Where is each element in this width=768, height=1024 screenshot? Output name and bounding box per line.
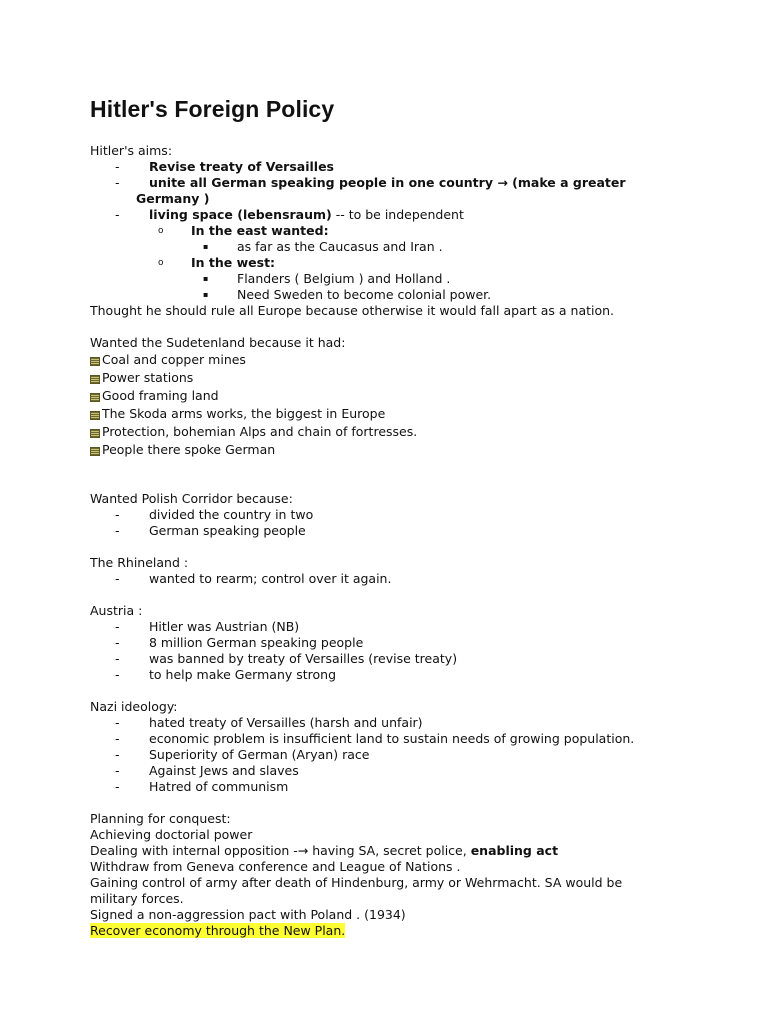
aims-heading: Hitler's aims: [90,143,173,158]
list-item: Power stations [90,369,690,387]
list-item: - Hatred of communism [115,779,289,794]
list-item: - Against Jews and slaves [115,763,299,778]
west-item: ▪ Need Sweden to become colonial power. [203,287,492,302]
aim-item: - Revise treaty of Versailles [115,159,334,174]
dash-marker: - [115,779,120,794]
bullet-image-icon [90,411,100,420]
east-item: ▪ as far as the Caucasus and Iran . [203,239,443,254]
ideology-heading: Nazi ideology: [90,699,178,714]
sudetenland-heading: Wanted the Sudetenland because it had: [90,335,346,350]
list-item: - divided the country in two [115,507,314,522]
list-item: Coal and copper mines [90,351,690,369]
rhineland-heading: The Rhineland : [90,555,189,570]
document-page [90,96,690,939]
bullet-image-icon [90,447,100,456]
dash-marker: - [115,571,120,586]
aim-item: - unite all German speaking people in one country → (make a greater [115,175,626,190]
west-heading: o In the west: [158,255,276,270]
east-heading: o In the east wanted: [158,223,329,238]
aim-item: - living space (lebensraum) -- to be independent [115,207,464,222]
dash-marker: - [115,667,120,682]
list-item: - 8 million German speaking people [115,635,364,650]
list-item: - Hitler was Austrian (NB) [115,619,300,634]
list-item: Good framing land [90,387,690,405]
dash-marker: - [115,523,120,538]
highlight: Recover economy through the New Plan. [90,923,346,938]
list-item: - German speaking people [115,523,306,538]
planning-line: Gaining control of army after death of Hindenburg, army or Wehrmacht. SA would be military forces. [90,875,623,906]
list-item: People there spoke German [90,441,690,459]
west-item: ▪ Flanders ( Belgium ) and Holland . [203,271,451,286]
planning-line: Signed a non-aggression pact with Poland . (1934) [90,907,406,922]
square-marker: ▪ [203,290,209,299]
square-marker: ▪ [203,242,209,251]
circle-marker: o [158,226,164,236]
dash-marker: - [115,207,120,222]
aim-item-continued: Germany ) [136,191,210,206]
bullet-image-icon [90,429,100,438]
list-item: The Skoda arms works, the biggest in Europe [90,405,690,423]
planning-line: Withdraw from Geneva conference and League of Nations . [90,859,461,874]
list-item: - was banned by treaty of Versailles (revise treaty) [115,651,458,666]
list-item: - Superiority of German (Aryan) race [115,747,370,762]
list-item: Protection, bohemian Alps and chain of fortresses. [90,423,690,441]
list-item: - hated treaty of Versailles (harsh and unfair) [115,715,423,730]
square-marker: ▪ [203,274,209,283]
planning-line-highlighted [90,923,690,939]
bullet-image-icon [90,357,100,366]
circle-marker: o [158,258,164,268]
page-title: Hitler's Foreign Policy [90,96,335,122]
dash-marker: - [115,715,120,730]
list-item: - to help make Germany strong [115,667,337,682]
dash-marker: - [115,507,120,522]
dash-marker: - [115,159,120,174]
dash-marker: - [115,175,120,190]
austria-heading: Austria : [90,603,143,618]
thought-text: Thought he should rule all Europe because otherwise it would fall apart as a nation. [90,303,615,318]
dash-marker: - [115,619,120,634]
dash-marker: - [115,747,120,762]
planning-line: Dealing with internal opposition -→ having SA, secret police, enabling act [90,843,559,858]
list-item: - wanted to rearm; control over it again. [115,571,392,586]
polish-heading: Wanted Polish Corridor because: [90,491,293,506]
dash-marker: - [115,763,120,778]
dash-marker: - [115,635,120,650]
bullet-image-icon [90,375,100,384]
dash-marker: - [115,731,120,746]
planning-heading: Planning for conquest: [90,811,231,826]
bullet-image-icon [90,393,100,402]
planning-line: Achieving doctorial power [90,827,253,842]
list-item: - economic problem is insufficient land to sustain needs of growing population. [115,731,635,746]
dash-marker: - [115,651,120,666]
